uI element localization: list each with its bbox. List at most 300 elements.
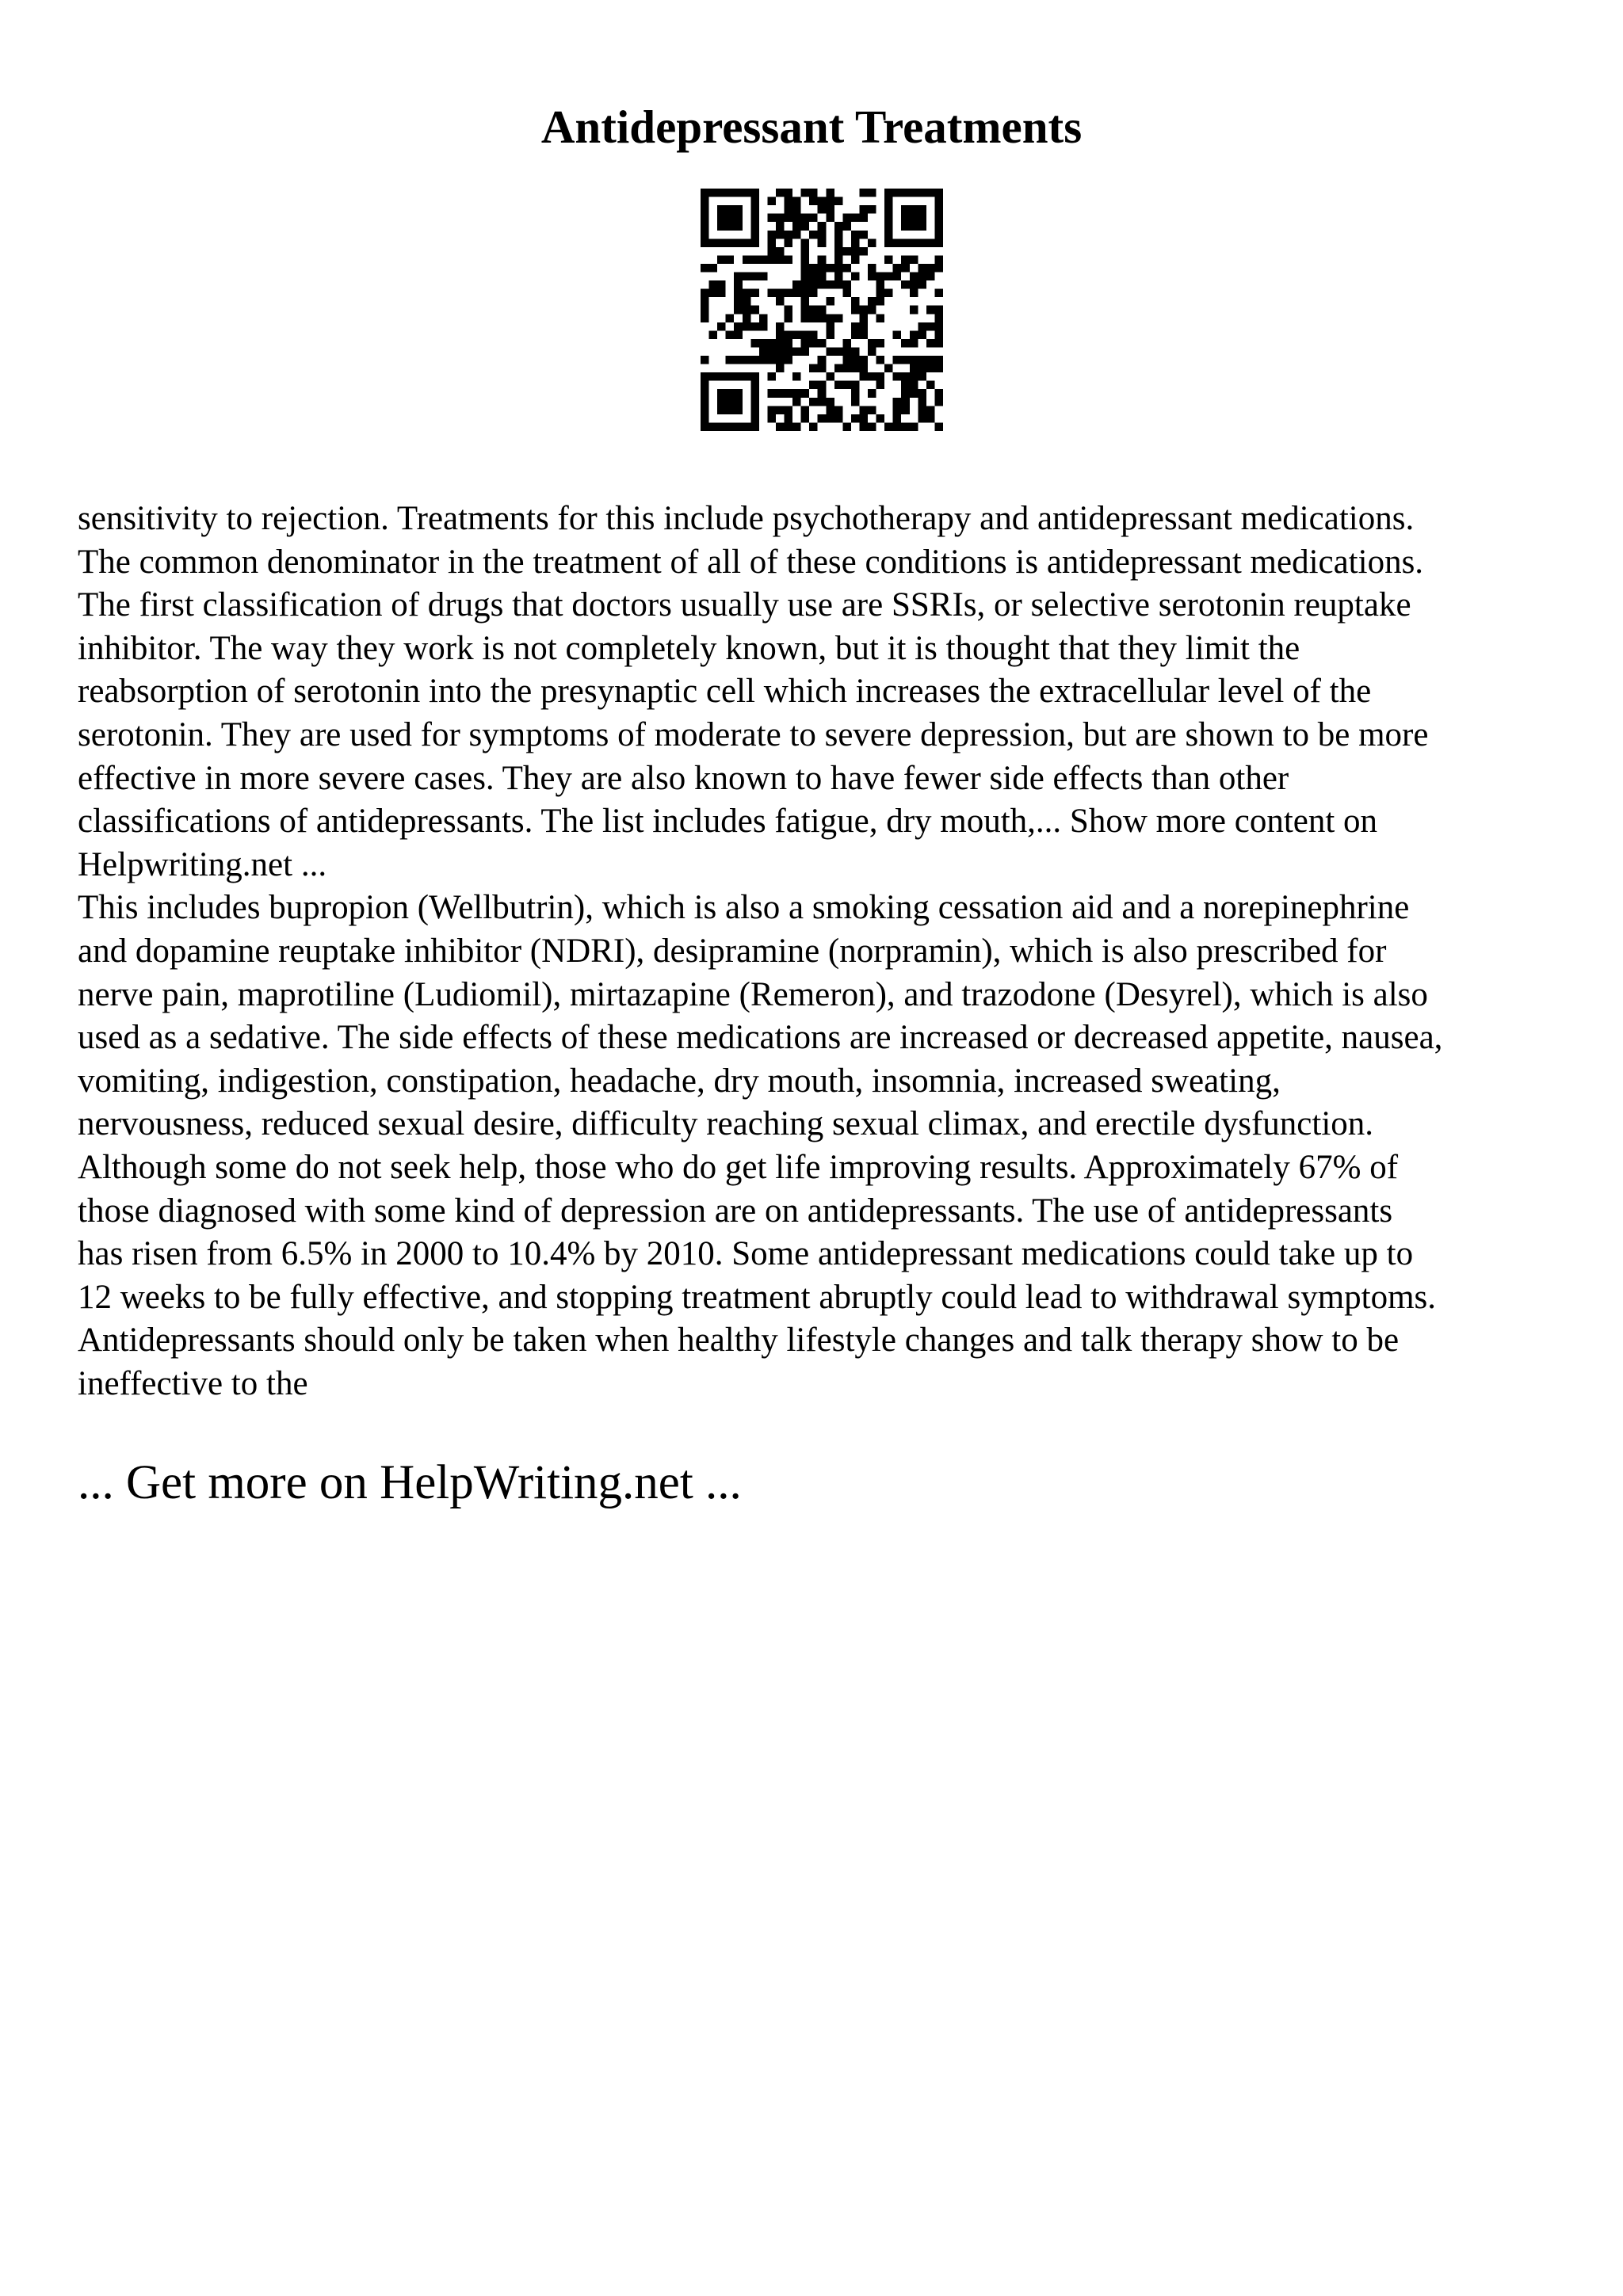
qr-module — [868, 389, 876, 398]
qr-module — [934, 231, 943, 239]
qr-module — [893, 189, 902, 197]
qr-module — [792, 372, 801, 381]
qr-module — [801, 306, 810, 315]
qr-module — [776, 339, 785, 348]
qr-module — [884, 214, 893, 223]
qr-module — [893, 356, 902, 364]
qr-module — [884, 197, 893, 206]
qr-module — [851, 322, 860, 331]
qr-module — [726, 255, 735, 264]
qr-module — [726, 314, 735, 322]
qr-module — [759, 273, 768, 281]
qr-module — [876, 339, 885, 348]
qr-module — [734, 356, 743, 364]
qr-module — [884, 231, 893, 239]
qr-module — [750, 414, 759, 423]
qr-module — [750, 406, 759, 414]
qr-module — [901, 189, 910, 197]
qr-module — [926, 364, 935, 373]
qr-module — [785, 330, 793, 339]
qr-module — [876, 314, 885, 322]
qr-module — [926, 339, 935, 348]
document-title: Antidepressant Treatments — [540, 101, 1083, 153]
qr-module — [859, 422, 868, 431]
qr-module — [776, 289, 785, 298]
qr-module — [926, 306, 935, 315]
qr-module — [934, 189, 943, 197]
qr-module — [918, 280, 926, 289]
qr-module — [767, 372, 776, 381]
qr-module — [809, 289, 818, 298]
qr-module — [926, 356, 935, 364]
qr-module — [842, 339, 851, 348]
qr-module — [876, 297, 885, 306]
qr-module — [901, 389, 910, 398]
qr-module — [851, 356, 860, 364]
qr-module — [785, 189, 793, 197]
qr-module — [834, 381, 843, 390]
qr-module — [701, 356, 709, 364]
qr-module — [801, 189, 810, 197]
qr-module — [859, 231, 868, 239]
qr-module — [785, 205, 793, 214]
qr-module — [834, 414, 843, 423]
qr-module — [801, 347, 810, 356]
qr-module — [801, 280, 810, 289]
qr-module — [767, 356, 776, 364]
qr-module — [834, 273, 843, 281]
qr-module — [717, 214, 726, 223]
qr-module — [834, 347, 843, 356]
qr-module — [776, 222, 785, 231]
qr-module — [884, 222, 893, 231]
qr-module — [818, 222, 827, 231]
qr-module — [818, 364, 827, 373]
qr-module — [809, 231, 818, 239]
qr-module — [759, 314, 768, 322]
qr-module — [717, 205, 726, 214]
qr-module — [901, 280, 910, 289]
qr-module — [709, 189, 718, 197]
qr-module — [910, 289, 918, 298]
qr-module — [734, 322, 743, 331]
qr-module — [734, 406, 743, 414]
qr-module — [851, 330, 860, 339]
qr-module — [801, 339, 810, 348]
body-line-link[interactable]: Helpwriting.net ... — [78, 845, 327, 883]
qr-module — [926, 264, 935, 273]
qr-module — [910, 364, 918, 373]
qr-module — [734, 238, 743, 247]
qr-module — [926, 273, 935, 281]
qr-module — [851, 238, 860, 247]
qr-module — [901, 398, 910, 406]
qr-module — [709, 422, 718, 431]
qr-module — [884, 255, 893, 264]
qr-module — [785, 414, 793, 423]
qr-module — [750, 205, 759, 214]
body-line: inhibitor. The way they work is not completely known, but it is thought that they limit the — [78, 629, 1300, 667]
qr-module — [834, 406, 843, 414]
qr-module — [743, 289, 751, 298]
qr-module — [792, 222, 801, 231]
qr-module — [717, 238, 726, 247]
qr-module — [834, 264, 843, 273]
qr-module — [859, 189, 868, 197]
qr-module — [785, 356, 793, 364]
qr-module — [834, 314, 843, 322]
qr-module — [818, 381, 827, 390]
qr-module — [876, 381, 885, 390]
qr-module — [776, 389, 785, 398]
qr-module — [785, 306, 793, 315]
qr-module — [743, 238, 751, 247]
qr-module — [934, 306, 943, 315]
qr-module — [726, 356, 735, 364]
qr-module — [767, 289, 776, 298]
qr-module — [785, 406, 793, 414]
qr-module — [709, 238, 718, 247]
qr-module — [834, 280, 843, 289]
qr-module — [901, 372, 910, 381]
qr-module — [876, 280, 885, 289]
qr-module — [767, 347, 776, 356]
qr-module — [734, 372, 743, 381]
qr-module — [743, 372, 751, 381]
qr-module — [776, 247, 785, 256]
qr-module — [785, 238, 793, 247]
qr-module — [750, 381, 759, 390]
qr-module — [801, 255, 810, 264]
body-line: Antidepressants should only be taken when healthy lifestyle changes and talk therapy show to be — [78, 1322, 1400, 1360]
qr-module — [785, 289, 793, 298]
qr-module — [743, 314, 751, 322]
qr-module — [910, 389, 918, 398]
qr-module — [876, 289, 885, 298]
qr-module — [826, 372, 834, 381]
qr-module — [901, 356, 910, 364]
qr-module — [834, 231, 843, 239]
qr-module — [918, 322, 926, 331]
qr-module — [792, 197, 801, 206]
qr-module — [701, 297, 709, 306]
qr-module — [826, 197, 834, 206]
qr-module — [910, 280, 918, 289]
qr-module — [851, 381, 860, 390]
qr-module — [926, 381, 935, 390]
qr-module — [910, 205, 918, 214]
qr-module — [901, 222, 910, 231]
qr-module — [701, 306, 709, 315]
qr-module — [851, 414, 860, 423]
qr-module — [776, 297, 785, 306]
qr-module — [918, 406, 926, 414]
qr-module — [934, 255, 943, 264]
qr-module — [910, 189, 918, 197]
qr-module — [701, 205, 709, 214]
qr-module — [910, 422, 918, 431]
qr-module — [801, 214, 810, 223]
qr-module — [717, 389, 726, 398]
body-line: This includes bupropion (Wellbutrin), which is also a smoking cessation aid and a norepinephrine — [78, 889, 1410, 927]
qr-module — [818, 205, 827, 214]
qr-module — [934, 222, 943, 231]
qr-module — [809, 364, 818, 373]
qr-module — [859, 205, 868, 214]
qr-module — [859, 247, 868, 256]
qr-module — [876, 356, 885, 364]
qr-module — [926, 406, 935, 414]
body-line: Although some do not seek help, those who do get life improving results. Approximately 67% of — [78, 1148, 1399, 1186]
qr-module — [826, 414, 834, 423]
qr-module — [910, 381, 918, 390]
qr-module — [792, 330, 801, 339]
qr-module — [792, 398, 801, 406]
qr-module — [767, 197, 776, 206]
qr-module — [868, 422, 876, 431]
qr-module — [767, 255, 776, 264]
qr-module — [809, 398, 818, 406]
qr-module — [901, 422, 910, 431]
body-line: vomiting, indigestion, constipation, headache, dry mouth, insomnia, increased sweating, — [78, 1062, 1281, 1100]
qr-module — [776, 347, 785, 356]
body-line: serotonin. They are used for symptoms of moderate to severe depression, but are shown to be more — [78, 715, 1429, 753]
qr-module — [826, 297, 834, 306]
qr-module — [934, 289, 943, 298]
qr-module — [834, 364, 843, 373]
qr-module — [934, 314, 943, 322]
qr-module — [750, 189, 759, 197]
qr-module — [750, 214, 759, 223]
qr-module — [934, 398, 943, 406]
qr-module — [859, 330, 868, 339]
qr-module — [918, 222, 926, 231]
qr-module — [801, 273, 810, 281]
qr-module — [776, 214, 785, 223]
qr-module — [893, 264, 902, 273]
qr-module — [859, 406, 868, 414]
qr-module — [809, 381, 818, 390]
qr-module — [934, 322, 943, 331]
qr-module — [759, 322, 768, 331]
qr-module — [842, 264, 851, 273]
qr-module — [901, 381, 910, 390]
qr-module — [701, 231, 709, 239]
qr-module — [910, 339, 918, 348]
qr-module — [926, 238, 935, 247]
qr-module — [767, 414, 776, 423]
qr-module — [859, 414, 868, 423]
qr-module — [801, 314, 810, 322]
qr-module — [826, 214, 834, 223]
qr-module — [818, 314, 827, 322]
qr-module — [792, 289, 801, 298]
qr-module — [709, 280, 718, 289]
qr-module — [734, 297, 743, 306]
qr-module — [842, 289, 851, 298]
qr-module — [910, 238, 918, 247]
qr-module — [750, 289, 759, 298]
qr-module — [785, 347, 793, 356]
qr-module — [918, 273, 926, 281]
qr-module — [792, 231, 801, 239]
qr-module — [785, 314, 793, 322]
qr-module — [767, 339, 776, 348]
qr-module — [750, 222, 759, 231]
qr-module — [901, 238, 910, 247]
qr-module — [767, 214, 776, 223]
qr-module — [910, 255, 918, 264]
body-line: nerve pain, maprotiline (Ludiomil), mirtazapine (Remeron), and trazodone (Desyrel), which is also — [78, 975, 1428, 1013]
qr-module — [851, 255, 860, 264]
qr-module — [893, 238, 902, 247]
qr-module — [851, 247, 860, 256]
body-line: and dopamine reuptake inhibitor (NDRI), desipramine (norpramin), which is also prescribed for — [78, 932, 1387, 970]
qr-module — [834, 247, 843, 256]
qr-module — [743, 356, 751, 364]
qr-module — [701, 398, 709, 406]
qr-module — [734, 306, 743, 315]
body-line: used as a sedative. The side effects of these medications are increased or decreased appetite, nausea, — [78, 1019, 1443, 1057]
qr-module — [701, 289, 709, 298]
qr-module — [809, 330, 818, 339]
qr-module — [734, 222, 743, 231]
qr-module — [826, 398, 834, 406]
qr-module — [842, 214, 851, 223]
qr-module — [734, 214, 743, 223]
qr-module — [750, 372, 759, 381]
qr-module — [759, 255, 768, 264]
qr-module — [743, 255, 751, 264]
qr-module — [918, 330, 926, 339]
body-line: nervousness, reduced sexual desire, difficulty reaching sexual climax, and erectile dysfunction. — [78, 1105, 1374, 1143]
qr-module — [792, 280, 801, 289]
body-line: classifications of antidepressants. The list includes fatigue, dry mouth,... Show more content on — [78, 803, 1378, 841]
qr-module — [910, 214, 918, 223]
qr-code-icon[interactable] — [701, 189, 943, 431]
qr-module — [726, 238, 735, 247]
qr-module — [734, 398, 743, 406]
qr-module — [726, 222, 735, 231]
qr-module — [785, 255, 793, 264]
qr-module — [818, 231, 827, 239]
qr-module — [926, 414, 935, 423]
qr-module — [801, 330, 810, 339]
qr-module — [717, 189, 726, 197]
qr-module — [918, 189, 926, 197]
qr-module — [734, 422, 743, 431]
qr-module — [701, 214, 709, 223]
qr-module — [868, 189, 876, 197]
qr-module — [734, 289, 743, 298]
body-line: sensitivity to rejection. Treatments for this include psychotherapy and antidepressant medications. — [78, 500, 1415, 537]
qr-module — [818, 255, 827, 264]
qr-module — [876, 414, 885, 423]
qr-module — [750, 231, 759, 239]
qr-module — [868, 297, 876, 306]
qr-module — [759, 347, 768, 356]
qr-module — [918, 205, 926, 214]
qr-module — [910, 222, 918, 231]
qr-module — [776, 422, 785, 431]
qr-module — [868, 339, 876, 348]
qr-module — [826, 280, 834, 289]
qr-module — [750, 255, 759, 264]
qr-module — [785, 231, 793, 239]
qr-module — [792, 347, 801, 356]
qr-module — [809, 189, 818, 197]
qr-module — [868, 273, 876, 281]
qr-module — [910, 372, 918, 381]
qr-module — [868, 347, 876, 356]
body-line: 12 weeks to be fully effective, and stopping treatment abruptly could lead to withdrawal symptoms. — [78, 1278, 1437, 1316]
qr-module — [910, 330, 918, 339]
qr-module — [776, 231, 785, 239]
qr-module — [842, 347, 851, 356]
qr-module — [734, 330, 743, 339]
qr-module — [776, 189, 785, 197]
qr-module — [717, 422, 726, 431]
qr-module — [717, 398, 726, 406]
qr-module — [842, 422, 851, 431]
qr-module — [776, 364, 785, 373]
qr-module — [901, 339, 910, 348]
qr-module — [801, 289, 810, 298]
qr-module — [776, 322, 785, 331]
qr-module — [934, 364, 943, 373]
qr-module — [934, 339, 943, 348]
qr-module — [701, 314, 709, 322]
qr-module — [750, 306, 759, 315]
qr-module — [785, 197, 793, 206]
qr-module — [826, 406, 834, 414]
qr-module — [893, 398, 902, 406]
qr-module — [818, 197, 827, 206]
qr-module — [884, 238, 893, 247]
qr-module — [809, 339, 818, 348]
qr-module — [826, 322, 834, 331]
qr-module — [726, 205, 735, 214]
qr-module — [750, 238, 759, 247]
body-line: those diagnosed with some kind of depression are on antidepressants. The use of antidepressants — [78, 1192, 1393, 1230]
qr-module — [750, 322, 759, 331]
qr-module — [842, 222, 851, 231]
qr-module — [884, 422, 893, 431]
qr-module — [701, 381, 709, 390]
body-line: has risen from 6.5% in 2000 to 10.4% by 2010. Some antidepressant medications could take up to — [78, 1235, 1414, 1273]
qr-module — [818, 339, 827, 348]
qr-module — [801, 406, 810, 414]
qr-module — [859, 364, 868, 373]
qr-module — [785, 422, 793, 431]
qr-module — [834, 197, 843, 206]
qr-module — [842, 364, 851, 373]
qr-module — [726, 189, 735, 197]
qr-module — [901, 406, 910, 414]
qr-module — [767, 247, 776, 256]
qr-module — [868, 406, 876, 414]
get-more-link[interactable]: ... Get more on HelpWriting.net ... — [78, 1456, 742, 1509]
qr-module — [818, 280, 827, 289]
qr-module — [851, 297, 860, 306]
qr-module — [701, 389, 709, 398]
qr-module — [893, 406, 902, 414]
qr-module — [893, 330, 902, 339]
qr-module — [934, 238, 943, 247]
qr-module — [826, 264, 834, 273]
qr-module — [934, 264, 943, 273]
qr-module — [934, 197, 943, 206]
